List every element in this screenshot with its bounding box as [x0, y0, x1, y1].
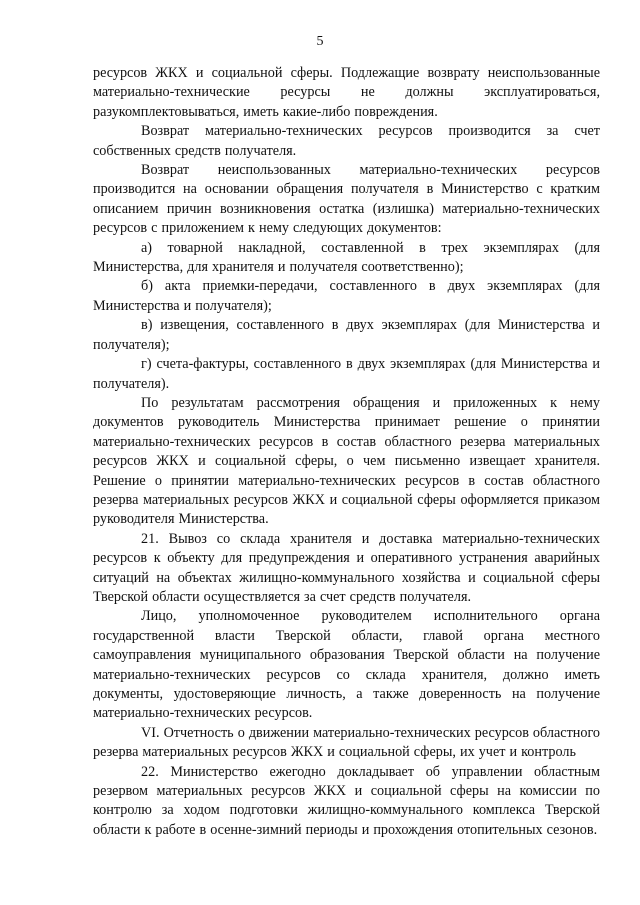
paragraph-continuation: ресурсов ЖКХ и социальной сферы. Подлежащие возврату неиспользованные материально-технические ресурсы не должны эксплуатироваться, разукомплектовываться, иметь какие-либо повреждения.	[93, 65, 600, 120]
paragraph-authorized-person: Лицо, уполномоченное руководителем исполнительного органа государственной власти Тверской области, главой органа местного самоуправления муниципального образования Тверской области на получение материально-технических ресурсов со склада хранителя, должно иметь документы, удостоверяющие личность, а также доверенность на получение материально-технических ресурсов.	[93, 608, 600, 722]
list-item-b: б) акта приемки-передачи, составленного в двух экземплярах (для Министерства и получателя);	[93, 278, 600, 314]
paragraph-clause-22: 22. Министерство ежегодно докладывает об управлении областным резервом материальных ресурсов ЖКХ и социальной сферы на комиссии по контролю за ходом подготовки жилищно-коммунального комплекса Тверской области к работе в осенне-зимний периоды и прохождения отопительных сезонов.	[93, 763, 600, 838]
paragraph-return-cost: Возврат материально-технических ресурсов производится за счет собственных средств получателя.	[93, 123, 600, 159]
list-item-v: в) извещения, составленного в двух экземплярах (для Министерства и получателя);	[93, 317, 600, 353]
paragraph-clause-21: 21. Вывоз со склада хранителя и доставка материально-технических ресурсов к объекту для предупреждения и оперативного устранения аварийных ситуаций на объектах жилищно-коммунального хозяйства и социальной сферы Тверской области осуществляется за счет средств получателя.	[93, 530, 600, 605]
document-body	[93, 64, 600, 840]
list-item-g: г) счета-фактуры, составленного в двух экземплярах (для Министерства и получателя).	[93, 356, 600, 392]
paragraph-return-procedure: Возврат неиспользованных материально-технических ресурсов производится на основании обращения получателя в Министерство с кратким описанием причин возникновения остатка (излишка) материально-технических ресурсов с приложением к нему следующих документов:	[93, 162, 600, 237]
section-heading-vi: VI. Отчетность о движении материально-технических ресурсов областного резерва материальных ресурсов ЖКХ и социальной сферы, их учет и контроль	[93, 724, 601, 761]
page-number: 5	[316, 34, 324, 49]
paragraph-decision: По результатам рассмотрения обращения и приложенных к нему документов руководитель Министерства принимает решение о принятии материально-технических ресурсов в состав областного резерва материальных ресурсов ЖКХ и социальной сферы, о чем письменно извещает хранителя. Решение о принятии материально-технических ресурсов в состав областного резерва материальных ресурсов ЖКХ и социальной сферы оформляется приказом руководителя Министерства.	[93, 394, 600, 528]
list-item-a: а) товарной накладной, составленной в трех экземплярах (для Министерства, для хранителя и получателя соответственно);	[93, 239, 600, 276]
